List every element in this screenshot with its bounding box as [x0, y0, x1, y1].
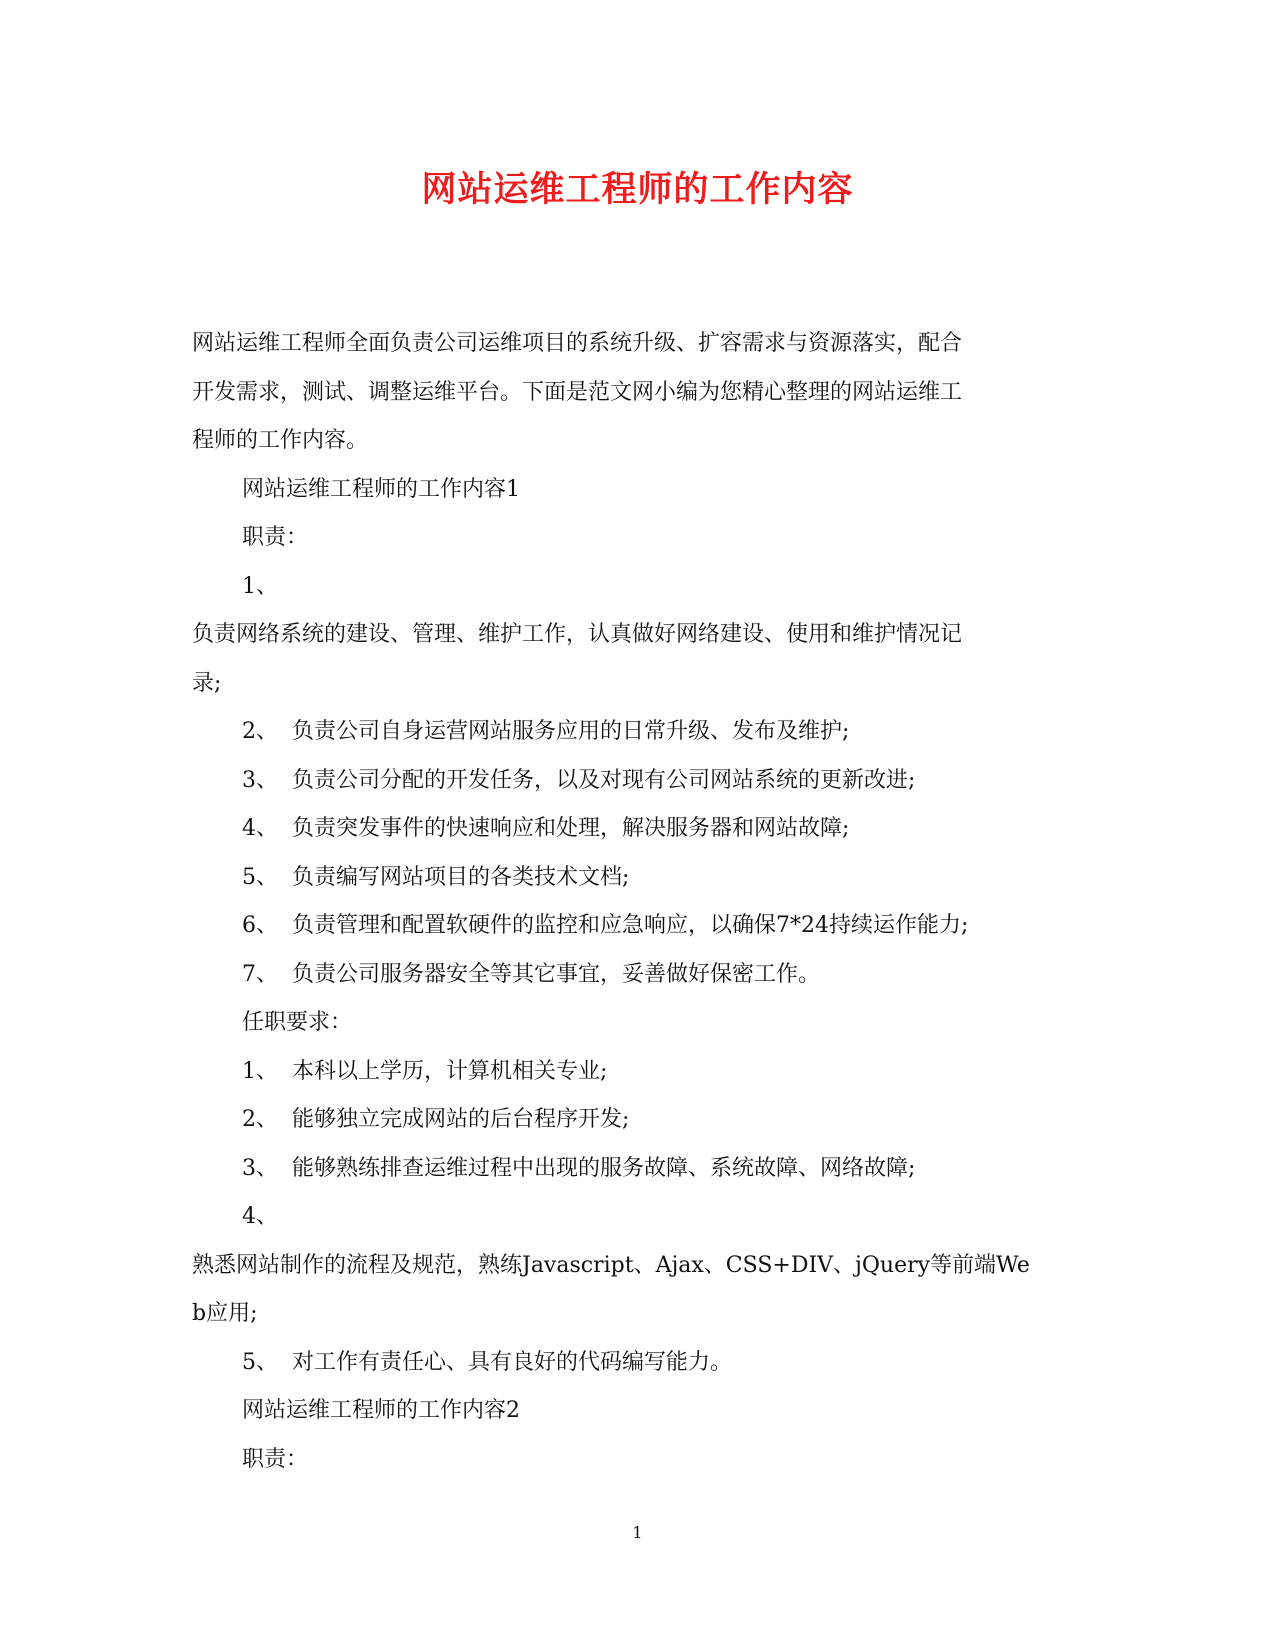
item-number: 6、	[242, 913, 278, 938]
item-number: 7、	[242, 961, 278, 987]
item-number: 2、	[242, 1107, 278, 1132]
intro-line: 程师的工作内容。	[192, 428, 369, 453]
duties-label: 职责：	[242, 1446, 309, 1472]
item-text: 负责管理和配置软硬件的监控和应急响应，以确保7*24持续运作能力;	[292, 913, 969, 938]
item-number: 4、	[242, 816, 278, 841]
page-number: 1	[632, 1523, 643, 1542]
requirements-label: 任职要求：	[242, 1010, 353, 1035]
list-item	[192, 805, 1092, 854]
list-item	[192, 854, 1092, 903]
section-heading-1: 网站运维工程师的工作内容1	[242, 476, 520, 502]
item-number: 5、	[242, 1349, 278, 1375]
item-text: 对工作有责任心、具有良好的代码编写能力。	[292, 1349, 733, 1375]
list-item	[192, 757, 1092, 806]
duty-number: 1、	[242, 573, 278, 599]
item-text: 负责公司分配的开发任务，以及对现有公司网站系统的更新改进;	[292, 767, 916, 793]
list-item	[192, 951, 1092, 1000]
intro-line: 开发需求，测试、调整运维平台。下面是范文网小编为您精心整理的网站运维工	[192, 379, 963, 405]
item-number: 5、	[242, 864, 278, 890]
item-text: 能够熟练排查运维过程中出现的服务故障、系统故障、网络故障;	[292, 1155, 916, 1181]
item-text: 负责编写网站项目的各类技术文档;	[292, 864, 630, 890]
list-item	[192, 1145, 1092, 1194]
duties-label: 职责：	[242, 525, 309, 550]
list-item	[192, 1048, 1092, 1097]
section-heading-2: 网站运维工程师的工作内容2	[242, 1398, 520, 1423]
list-item	[192, 708, 1092, 757]
item-text: 负责突发事件的快速响应和处理，解决服务器和网站故障;	[292, 816, 850, 841]
item-number: 3、	[242, 767, 278, 793]
item-text: 本科以上学历，计算机相关专业;	[292, 1058, 608, 1084]
intro-line: 网站运维工程师全面负责公司运维项目的系统升级、扩容需求与资源落实，配合	[192, 331, 963, 356]
item-number: 2、	[242, 719, 278, 744]
requirement-number: 4、	[242, 1204, 278, 1229]
list-item	[192, 902, 1092, 951]
item-text: 能够独立完成网站的后台程序开发;	[292, 1107, 630, 1132]
item-number: 3、	[242, 1155, 278, 1181]
item-text: 负责公司自身运营网站服务应用的日常升级、发布及维护;	[292, 719, 850, 744]
document-body	[192, 320, 1092, 1484]
duty-text-line: 录;	[192, 670, 222, 696]
list-item	[192, 1339, 1092, 1388]
document-title: 网站运维工程师的工作内容	[421, 169, 854, 210]
requirement-text-line: b应用;	[192, 1301, 258, 1326]
item-text: 负责公司服务器安全等其它事宜，妥善做好保密工作。	[292, 961, 821, 987]
list-item	[192, 1096, 1092, 1145]
requirement-text-line: 熟悉网站制作的流程及规范，熟练Javascript、Ajax、CSS+DIV、jQuery等前端We	[192, 1252, 1030, 1278]
item-number: 1、	[242, 1058, 278, 1084]
duty-text-line: 负责网络系统的建设、管理、维护工作，认真做好网络建设、使用和维护情况记	[192, 622, 963, 647]
